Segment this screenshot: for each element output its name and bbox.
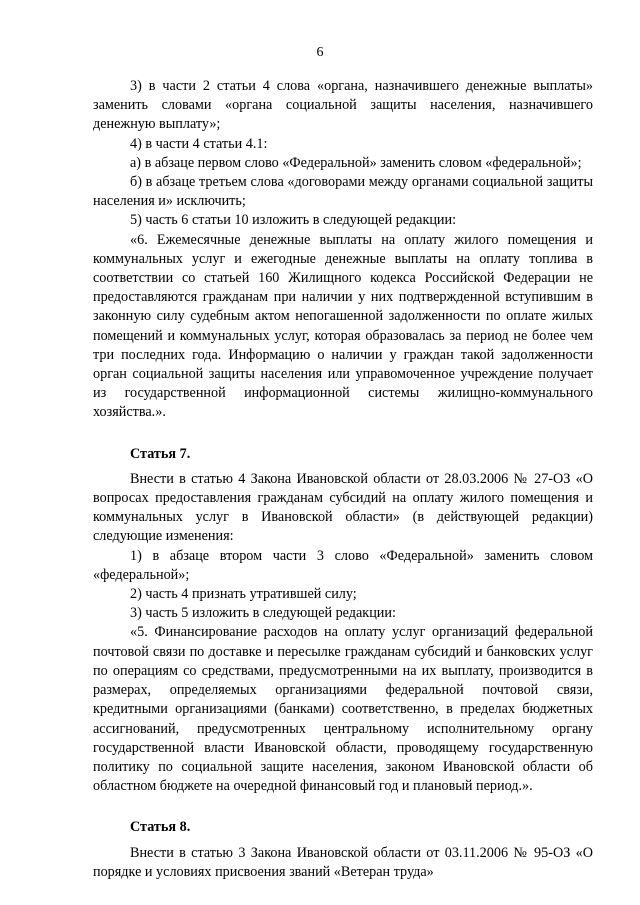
paragraph: 3) часть 5 изложить в следующей редакции: bbox=[130, 605, 396, 622]
paragraph: 4) в части 4 статьи 4.1: bbox=[130, 135, 268, 152]
paragraph: а) в абзаце первом слово «Федеральной» заменить словом «федеральной»; bbox=[130, 154, 582, 171]
article-7-heading: Статья 7. bbox=[130, 445, 191, 462]
paragraph: 5) часть 6 статьи 10 изложить в следующей редакции: bbox=[130, 212, 457, 229]
paragraph: «6. Ежемесячные денежные выплаты на оплату жилого помещения и коммунальных услуг и ежегодные денежные выплаты на оплату топлива в соответствии со статьей 160 Жилищного кодекса Российской Федерации не предоставляются гражданам при наличии у них подтвержденной вступившим в законную силу судебным актом непогашенной задолженности по оплате жилых помещений и коммунальных услуг, которая образовалась за период не более чем три последних года. Информацию о наличии у граждан такой задолженности орган социальной защиты населения или управомоченное учреждение получает из государственной информационной системы жилищно-коммунального хозяйства.». bbox=[93, 231, 593, 421]
document-body bbox=[93, 77, 593, 882]
article-8-heading: Статья 8. bbox=[130, 819, 191, 836]
paragraph: Внести в статью 3 Закона Ивановской области от 03.11.2006 № 95-ОЗ «О порядке и условиях присвоения званий «Ветеран труда» bbox=[93, 844, 593, 880]
paragraph: 1) в абзаце втором части 3 слово «Федеральной» заменить словом «федеральной»; bbox=[93, 547, 593, 583]
paragraph: б) в абзаце третьем слова «договорами между органами социальной защиты населения и» исключить; bbox=[93, 174, 593, 210]
paragraph: «5. Финансирование расходов на оплату услуг организаций федеральной почтовой связи по доставке и пересылке гражданам субсидий и банковских услуг по операциям со средствами, предусмотренными на их выплату, производится в размерах, определяемых организациями федеральной почтовой связи, кредитными организациями (банками) соответственно, в пределах бюджетных ассигнований, предусмотренных центральному исполнительному органу государственной власти Ивановской области, проводящему государственную политику по социальной защите населения, законом Ивановской области об областном бюджете на очередной финансовый год и плановый период.». bbox=[93, 624, 593, 795]
page-number: 6 bbox=[316, 45, 324, 60]
paragraph: Внести в статью 4 Закона Ивановской области от 28.03.2006 № 27-ОЗ «О вопросах предоставления гражданам субсидий на оплату жилого помещения и коммунальных услуг в Ивановской области» (в действующей редакции) следующие изменения: bbox=[93, 470, 593, 545]
paragraph: 3) в части 2 статьи 4 слова «органа, назначившего денежные выплаты» заменить словами «органа социальной защиты населения, назначившего денежную выплату»; bbox=[93, 78, 593, 133]
paragraph: 2) часть 4 признать утратившей силу; bbox=[130, 586, 357, 603]
